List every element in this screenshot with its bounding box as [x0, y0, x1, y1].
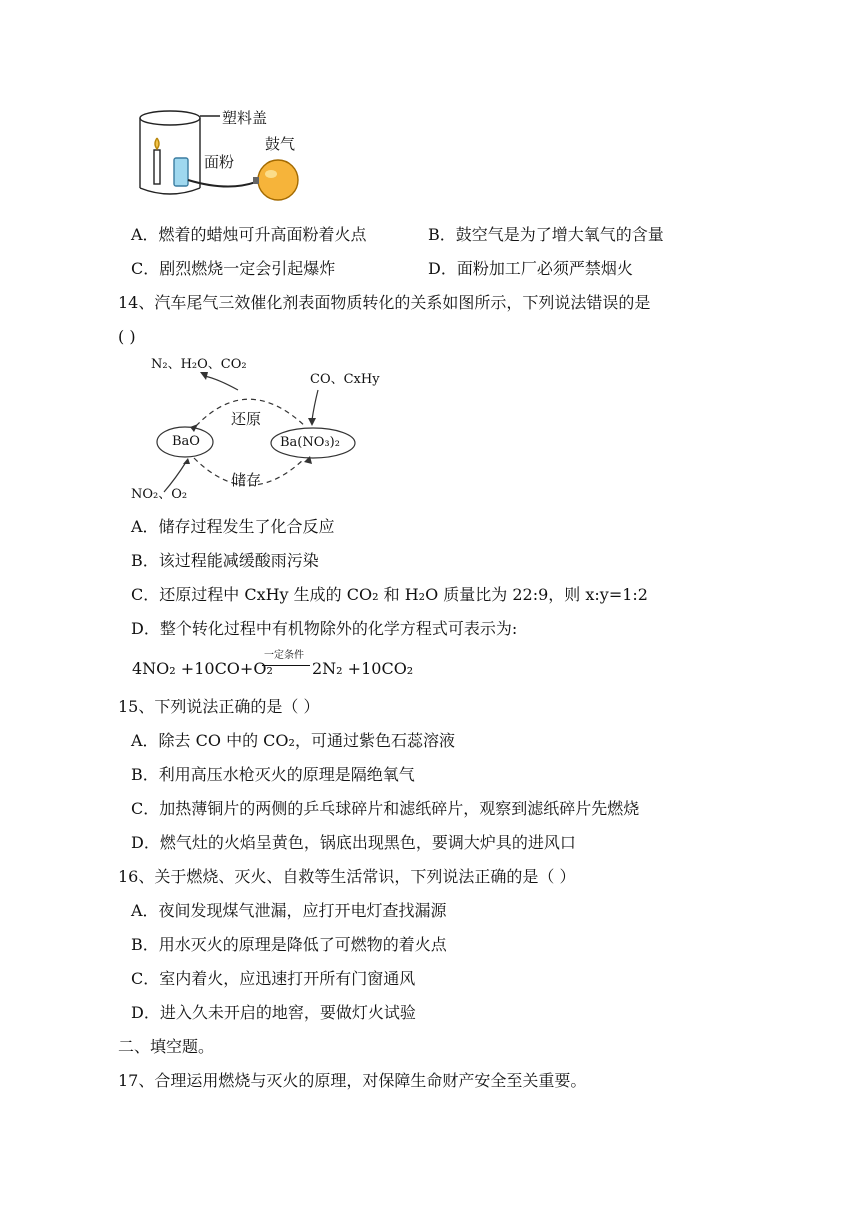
- q16-stem: 16、关于燃烧、灭火、自救等生活常识，下列说法正确的是（ ）: [118, 867, 576, 886]
- bao-node: BaO: [172, 434, 200, 449]
- q13-option-a: A．燃着的蜡烛可升高面粉着火点: [131, 225, 367, 244]
- q16-option-a: A．夜间发现煤气泄漏，应打开电灯查找漏源: [131, 901, 447, 920]
- q15-option-a: A．除去 CO 中的 CO₂，可通过紫色石蕊溶液: [131, 731, 455, 750]
- reductants-label: CO、CxHy: [310, 372, 380, 387]
- equation-condition: 一定条件: [264, 650, 304, 661]
- inputs-label: NO₂、O₂: [131, 487, 188, 502]
- q15-stem: 15、下列说法正确的是（ ）: [118, 697, 320, 716]
- q13-option-c: C．剧烈燃烧一定会引起爆炸: [131, 259, 336, 278]
- equation-products: 2N₂ +10CO₂: [312, 659, 414, 678]
- q16-option-d: D．进入久未开启的地窖，要做灯火试验: [131, 1003, 416, 1022]
- lid-label: 塑料盖: [222, 109, 268, 127]
- blower-label: 鼓气: [265, 135, 296, 153]
- q14-option-c: C．还原过程中 CxHy 生成的 CO₂ 和 H₂O 质量比为 22:9，则 x:y=1:2: [131, 585, 648, 604]
- q14-stem: 14、汽车尾气三效催化剂表面物质转化的关系如图所示，下列说法错误的是: [118, 293, 651, 312]
- products-label: N₂、H₂O、CO₂: [151, 357, 247, 372]
- flour-label: 面粉: [204, 153, 235, 171]
- q16-option-b: B．用水灭火的原理是降低了可燃物的着火点: [131, 935, 447, 954]
- q15-option-d: D．燃气灶的火焰呈黄色，锅底出现黑色，要调大炉具的进风口: [131, 833, 576, 852]
- q16-option-c: C．室内着火，应迅速打开所有门窗通风: [131, 969, 416, 988]
- ba-nitrate-node: Ba(NO₃)₂: [280, 435, 340, 450]
- q13-option-b: B．鼓空气是为了增大氧气的含量: [428, 225, 664, 244]
- section-2-title: 二、填空题。: [118, 1037, 215, 1056]
- equation-reactants: 4NO₂ +10CO+O₂: [132, 659, 273, 678]
- reduce-label: 还原: [231, 410, 262, 428]
- q15-option-c: C．加热薄铜片的两侧的乒乓球碎片和滤纸碎片，观察到滤纸碎片先燃烧: [131, 799, 640, 818]
- q14-option-d: D．整个转化过程中有机物除外的化学方程式可表示为:: [131, 619, 518, 638]
- q14-option-a: A．储存过程发生了化合反应: [131, 517, 335, 536]
- q15-option-b: B．利用高压水枪灭火的原理是隔绝氧气: [131, 765, 415, 784]
- store-label: 储存: [231, 471, 262, 489]
- q14-option-b: B．该过程能减缓酸雨污染: [131, 551, 319, 570]
- q14-bracket: ( ): [118, 327, 136, 346]
- bulb-icon: [258, 160, 298, 200]
- q13-option-d: D．面粉加工厂必须严禁烟火: [428, 259, 633, 278]
- equation-arrow-line: [262, 665, 310, 666]
- q17-stem: 17、合理运用燃烧与灭火的原理，对保障生命财产安全至关重要。: [118, 1071, 587, 1090]
